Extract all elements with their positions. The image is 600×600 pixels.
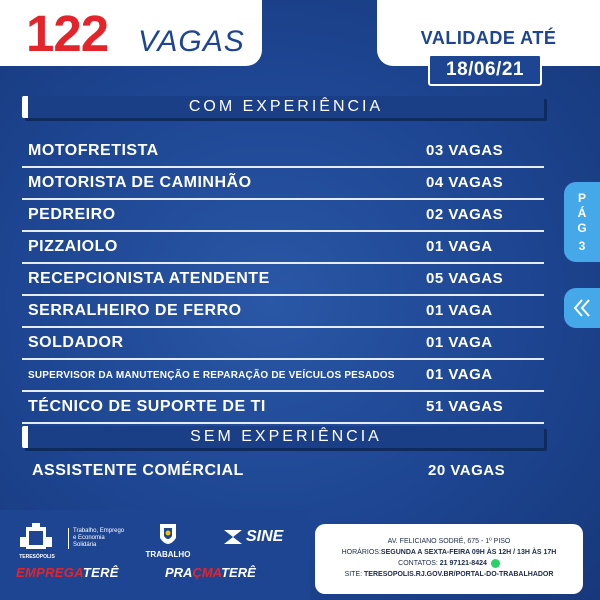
site-label: SITE: — [344, 571, 363, 578]
double-chevron-left-icon — [571, 297, 593, 319]
job-quantity: 03 VAGAS — [426, 142, 504, 159]
trabalho-label: TRABALHO — [145, 550, 191, 559]
hours — [315, 547, 583, 558]
previous-page-button[interactable] — [564, 288, 600, 328]
job-row — [22, 296, 544, 328]
job-quantity: 01 VAGA — [426, 366, 493, 383]
job-quantity: 05 VAGAS — [426, 270, 504, 287]
secretariat-line: Solidária — [73, 542, 97, 548]
sine-logo — [224, 528, 283, 546]
job-title: SOLDADOR — [28, 334, 124, 351]
validity-date: 18/06/21 — [428, 54, 542, 86]
praca-part: MA — [201, 565, 222, 580]
page-indicator-tab[interactable] — [564, 182, 600, 262]
job-quantity: 20 VAGAS — [428, 462, 506, 479]
empregatere-part: EMPREGA — [16, 565, 83, 580]
site-link[interactable]: TERESOPOLIS.RJ.GOV.BR/PORTAL-DO-TRABALHADOR — [364, 571, 554, 578]
section-header-with-experience — [22, 96, 544, 118]
vacancy-word: VAGAS — [138, 25, 245, 58]
contacts — [315, 558, 583, 569]
praca-part: PRA — [165, 565, 193, 580]
job-quantity: 01 VAGA — [426, 302, 493, 319]
city-name: TERESÓPOLIS — [19, 554, 55, 560]
job-title: TÉCNICO DE SUPORTE DE TI — [28, 398, 266, 415]
job-row — [22, 360, 544, 392]
page-letter: P — [577, 190, 586, 205]
job-quantity: 51 VAGAS — [426, 398, 504, 415]
empregatere-logo — [16, 565, 119, 580]
job-quantity: 04 VAGAS — [426, 174, 504, 191]
section-header-without-experience — [22, 426, 544, 448]
pracatere-logo — [165, 565, 256, 580]
job-row — [22, 232, 544, 264]
validity-label: VALIDADE ATÉ — [420, 28, 557, 48]
praca-part: Ç — [192, 565, 202, 580]
section-title: COM EXPERIÊNCIA — [28, 96, 544, 118]
sine-text: SINE — [246, 528, 284, 545]
whatsapp-icon — [491, 559, 500, 568]
job-row — [22, 328, 544, 360]
job-title: PEDREIRO — [28, 206, 116, 223]
job-title: SUPERVISOR DA MANUTENÇÃO E REPARAÇÃO DE VEÍCULOS PESADOS — [28, 370, 395, 381]
sine-logo-icon — [224, 530, 242, 544]
contacts-value[interactable]: 21 97121-8424 — [439, 560, 487, 567]
secretariat-line: e Economia — [73, 535, 105, 541]
trabalho-emblem-icon — [156, 522, 180, 550]
job-quantity: 01 VAGA — [426, 238, 493, 255]
job-title: MOTOFRETISTA — [28, 142, 159, 159]
job-row — [22, 136, 544, 168]
job-title: ASSISTENTE COMÉRCIAL — [32, 462, 244, 479]
hours-label: HORÁRIOS: — [341, 549, 381, 556]
job-title: RECEPCIONISTA ATENDENTE — [28, 270, 270, 287]
job-row — [22, 200, 544, 232]
secretariat-text — [68, 528, 124, 549]
job-title: PIZZAIOLO — [28, 238, 118, 255]
site — [315, 569, 583, 580]
page-letter: 3 — [578, 238, 586, 253]
section-title: SEM EXPERIÊNCIA — [28, 426, 544, 448]
vacancy-count: 122 — [26, 5, 109, 62]
page-letter: Á — [577, 205, 587, 220]
job-row — [22, 264, 544, 296]
city-crest-icon — [14, 523, 58, 555]
page-letter: G — [577, 220, 587, 235]
praca-part: TERÊ — [221, 565, 256, 580]
job-title: SERRALHEIRO DE FERRO — [28, 302, 242, 319]
job-row — [22, 392, 544, 424]
empregatere-part: TERÊ — [82, 565, 119, 580]
contact-box — [315, 524, 583, 594]
job-quantity: 01 VAGA — [426, 334, 493, 351]
job-row — [22, 168, 544, 200]
secretariat-line: Trabalho, Emprego — [73, 528, 125, 534]
contacts-label: CONTATOS: — [398, 560, 438, 567]
hours-value: SEGUNDA A SEXTA-FEIRA 09H ÀS 12H / 13H ÀS 17H — [380, 549, 557, 556]
job-title: MOTORISTA DE CAMINHÃO — [28, 174, 252, 191]
vacancy-count-box — [0, 0, 262, 66]
address: AV. FELICIANO SODRÉ, 675 - 1º PISO — [387, 538, 511, 545]
job-quantity: 02 VAGAS — [426, 206, 504, 223]
